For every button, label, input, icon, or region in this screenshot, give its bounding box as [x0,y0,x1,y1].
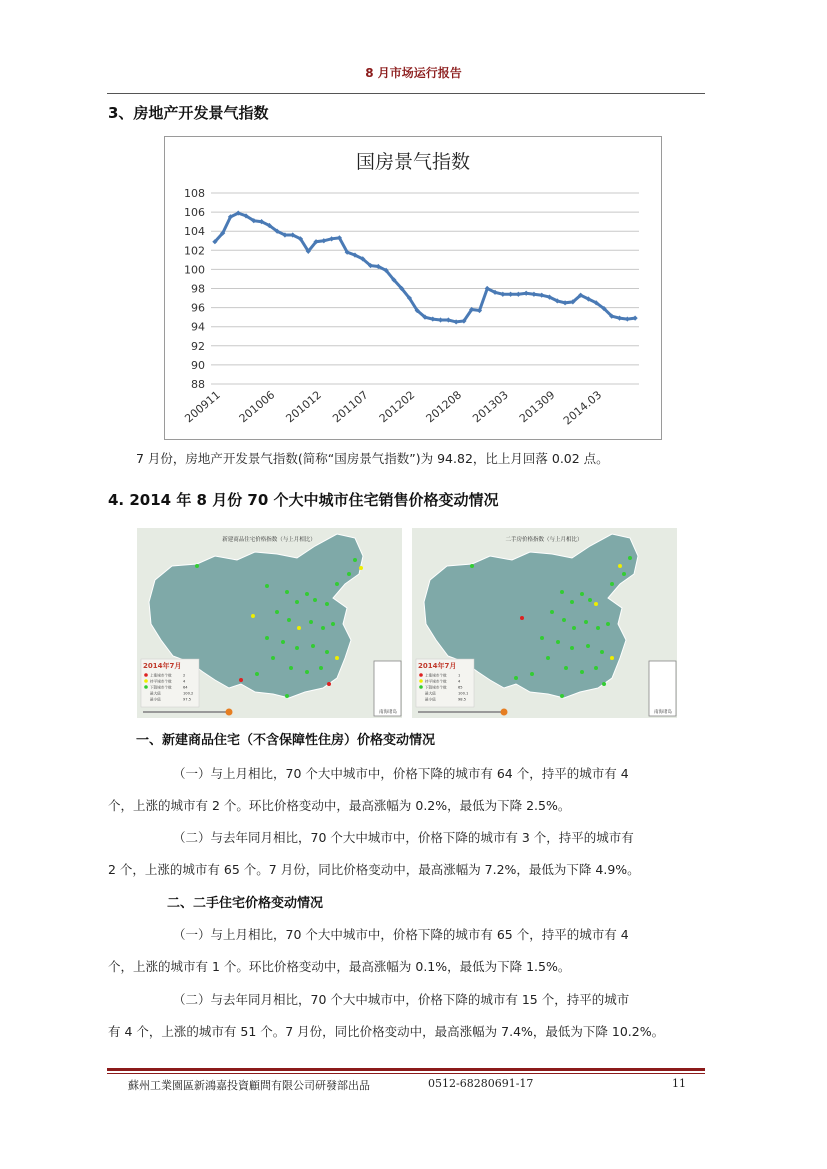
subsection-second-hand: 二、二手住宅价格变动情况 [167,896,324,911]
legend-up: 上涨城市个数 [425,673,447,678]
legend-red-dot [144,673,148,677]
x-tick-label: 201006 [236,388,278,426]
x-tick-label: 201309 [516,388,558,426]
footer-company: 蘇州工業園區新鴻嘉投資顧問有限公司研發部出品 [128,1079,370,1092]
legend-down: 下降城市个数 [425,685,447,690]
x-tick-label: 201202 [376,388,418,426]
x-tick-label: 200911 [182,388,223,426]
legend-flat-value: 4 [183,679,186,684]
y-tick-label: 106 [184,206,205,220]
guofang-index-chart [164,136,662,440]
y-tick-label: 98 [191,282,205,296]
inset-label: 南海诸岛 [379,710,397,715]
data-point [625,316,630,321]
legend-green-dot [144,685,148,689]
footer-rule-thick [107,1068,705,1071]
data-point [524,291,529,296]
y-tick-label: 94 [191,320,205,334]
data-point [633,316,638,321]
legend-down-value: 64 [183,685,188,690]
x-tick-label: 201303 [470,388,511,426]
x-tick-label: 201208 [423,388,465,426]
legend-red-dot [419,673,423,677]
footer-rule-thin [107,1073,705,1074]
y-tick-label: 90 [191,358,205,372]
inset-label: 南海诸岛 [654,710,672,715]
legend-max: 最大值 [425,691,436,696]
chart-svg [165,137,661,439]
legend-down: 下降城市个数 [150,685,172,690]
footer-page-number: 11 [672,1077,686,1090]
legend-flat: 持平城市个数 [425,679,447,684]
china-map-1 [137,528,402,718]
legend-max: 最大值 [150,691,161,696]
y-tick-label: 102 [184,244,205,258]
china-map-2 [412,528,677,718]
legend-green-dot [419,685,423,689]
section-3-heading: 3、房地产开发景气指数 [108,104,269,122]
y-tick-label: 96 [191,301,205,315]
legend-yellow-dot [144,679,148,683]
y-tick-label: 108 [184,187,205,200]
header-divider [107,93,705,94]
chart-title: 国房景气指数 [355,151,471,173]
data-point [508,292,513,297]
x-tick-label: 2014.03 [560,388,605,428]
y-tick-label: 100 [184,263,205,277]
para-2-line-2: 2 个，上涨的城市有 65 个。7 月份，同比价格变动中，最高涨幅为 7.2%，最低为下降 4.9%。 [108,862,640,877]
legend-up: 上涨城市个数 [150,673,172,678]
para-2-line-1: （二）与去年同月相比，70 个大中城市中，价格下降的城市有 3 个，持平的城市有 [173,830,634,845]
index-caption: 7 月份，房地产开发景气指数(简称“国房景气指数”)为 94.82，比上月回落 0.02 点。 [136,451,609,466]
data-point [531,292,536,297]
legend-flat: 持平城市个数 [150,679,172,684]
legend-down-value: 65 [458,685,463,690]
legend-min-value: 98.5 [458,697,467,702]
data-point [438,317,443,322]
legend-up-value: 1 [458,673,461,678]
legend-max-value: 100.1 [458,691,469,696]
south-sea-inset [374,661,401,716]
time-slider-handle[interactable] [501,709,508,716]
para-3-line-1: （一）与上月相比，70 个大中城市中，价格下降的城市有 65 个，持平的城市有 4 [173,927,629,942]
x-tick-label: 201107 [330,388,371,426]
map-month: 2014年7月 [143,662,182,670]
data-point [516,292,521,297]
para-3-line-2: 个，上涨的城市有 1 个。环比价格变动中，最高涨幅为 0.1%，最低为下降 1.5%。 [108,959,571,974]
footer-phone: 0512-68280691-17 [428,1077,534,1090]
legend-up-value: 2 [183,673,186,678]
para-4-line-2: 有 4 个，上涨的城市有 51 个。7 月份，同比价格变动中，最高涨幅为 7.4%，最低为下降 10.2%。 [108,1024,665,1039]
y-tick-label: 88 [191,378,205,391]
map-1-title: 新建商品住宅价格指数（与上月相比） [222,537,316,543]
section-4-heading: 4. 2014 年 8 月份 70 个大中城市住宅销售价格变动情况 [108,491,499,509]
y-tick-label: 104 [184,225,205,239]
legend-max-value: 100.2 [183,691,194,696]
x-tick-label: 201012 [283,388,324,426]
south-sea-inset [649,661,676,716]
para-4-line-1: （二）与去年同月相比，70 个大中城市中，价格下降的城市有 15 个，持平的城市 [173,992,630,1007]
time-slider-handle[interactable] [226,709,233,716]
subsection-new-housing: 一、新建商品住宅（不含保障性住房）价格变动情况 [136,733,436,748]
legend-min-value: 97.5 [183,697,192,702]
new-housing-price-map [137,528,402,718]
para-1-line-2: 个，上涨的城市有 2 个。环比价格变动中，最高涨幅为 0.2%，最低为下降 2.5%。 [108,798,571,813]
second-hand-price-map [412,528,677,718]
legend-min: 最小值 [425,697,436,702]
legend-yellow-dot [419,679,423,683]
page-header-title: 8 月市场运行报告 [365,66,462,80]
para-1-line-1: （一）与上月相比，70 个大中城市中，价格下降的城市有 64 个，持平的城市有 4 [173,766,629,781]
legend-min: 最小值 [150,697,161,702]
y-tick-label: 92 [191,339,205,353]
legend-flat-value: 4 [458,679,461,684]
map-month: 2014年7月 [418,662,457,670]
map-2-title: 二手房价格指数（与上月相比） [505,537,583,543]
